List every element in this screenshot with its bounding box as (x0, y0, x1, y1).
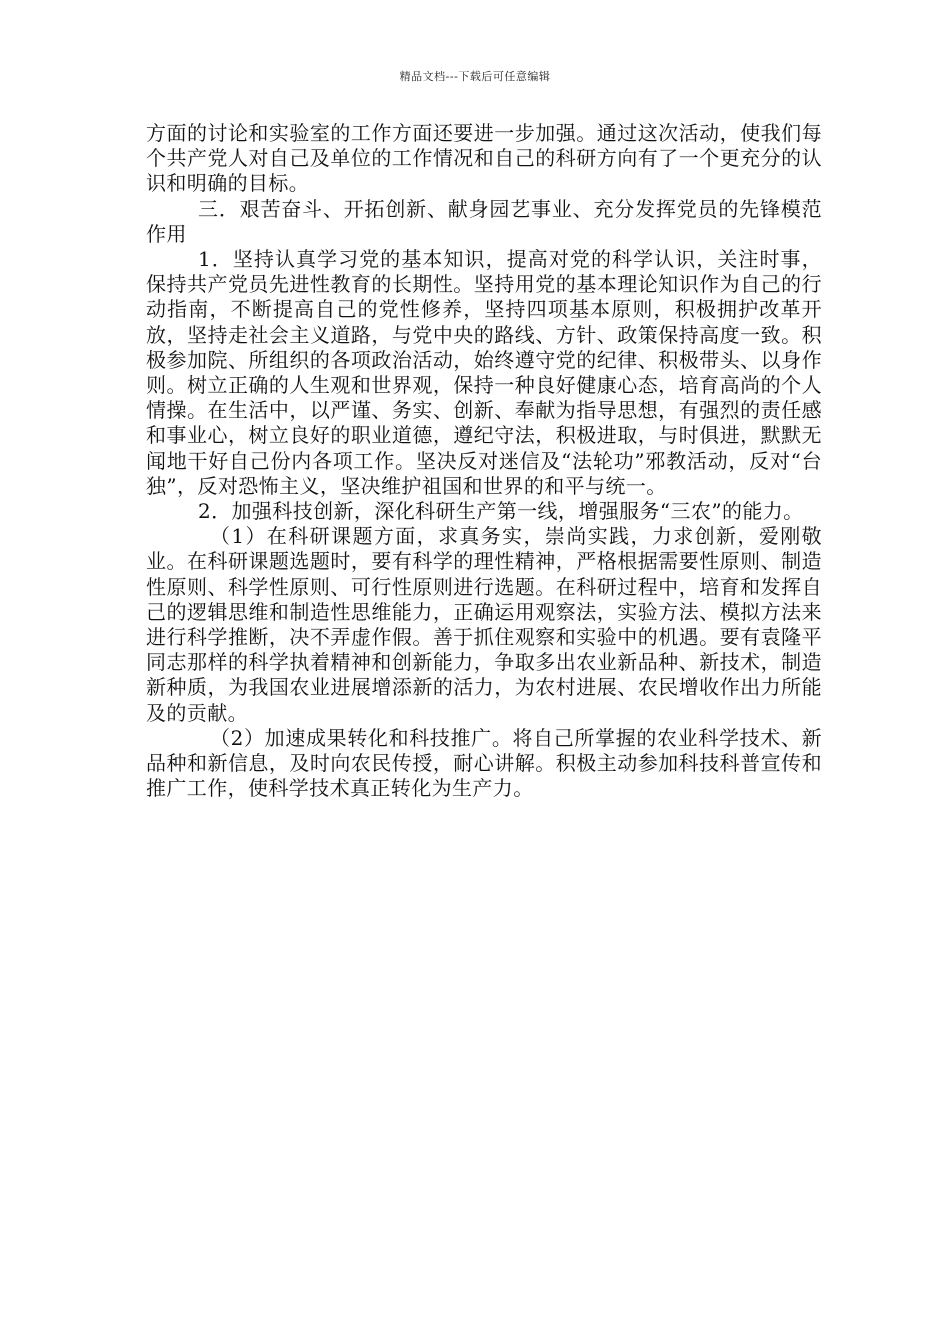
paragraph-item-2: 2．加强科技创新，深化科研生产第一线，增强服务“三农”的能力。 (198, 499, 804, 524)
paragraph-subitem-1: （1）在科研课题方面，求真务实，崇尚实践，力求创新，爱刚敬业。在科研课题选题时，要有科学的理性精神，严格根据需要性原则、制造性原则、科学性原则、可行性原则进行选题。在科研过程中，培育和发挥自己的逻辑思维和制造性思维能力，正确运用观察法，实验方法、模拟方法来进行科学推断，决不弄虚作假。善于抓住观察和实验中的机遇。要有袁隆平同志那样的科学执着精神和创新能力，争取多出农业新品种、新技术，制造新种质，为我国农业进展增添新的活力，为农村进展、农民增收作出力所能及的贡献。 (146, 524, 822, 725)
document-body (146, 121, 822, 801)
paragraph-item-1: 1．坚持认真学习党的基本知识，提高对党的科学认识，关注时事，保持共产党员先进性教育的长期性。坚持用党的基本理论知识作为自己的行动指南，不断提高自己的党性修养，坚持四项基本原则，积极拥护改革开放，坚持走社会主义道路，与党中央的路线、方针、政策保持高度一致。积极参加院、所组织的各项政治活动，始终遵守党的纪律、积极带头、以身作则。树立正确的人生观和世界观，保持一种良好健康心态，培育高尚的个人情操。在生活中，以严谨、务实、创新、奉献为指导思想，有强烈的责任感和事业心，树立良好的职业道德，遵纪守法，积极进取，与时俱进，默默无闻地干好自己份内各项工作。坚决反对迷信及“法轮功”邪教活动，反对“台独”，反对恐怖主义，坚决维护祖国和世界的和平与统一。 (146, 247, 822, 498)
paragraph-continuation: 方面的讨论和实验室的工作方面还要进一步加强。通过这次活动，使我们每个共产党人对自己及单位的工作情况和自己的科研方向有了一个更充分的认识和明确的目标。 (146, 121, 822, 196)
paragraph-subitem-2: （2）加速成果转化和科技推广。将自己所掌握的农业科学技术、新品种和新信息，及时向农民传授，耐心讲解。积极主动参加科技科普宣传和推广工作，使科学技术真正转化为生产力。 (146, 725, 822, 801)
section-heading-three: 三．艰苦奋斗、开拓创新、献身园艺事业、充分发挥党员的先锋模范作用 (146, 196, 822, 246)
page-header: 精品文档---下载后可任意编辑 (399, 70, 551, 83)
